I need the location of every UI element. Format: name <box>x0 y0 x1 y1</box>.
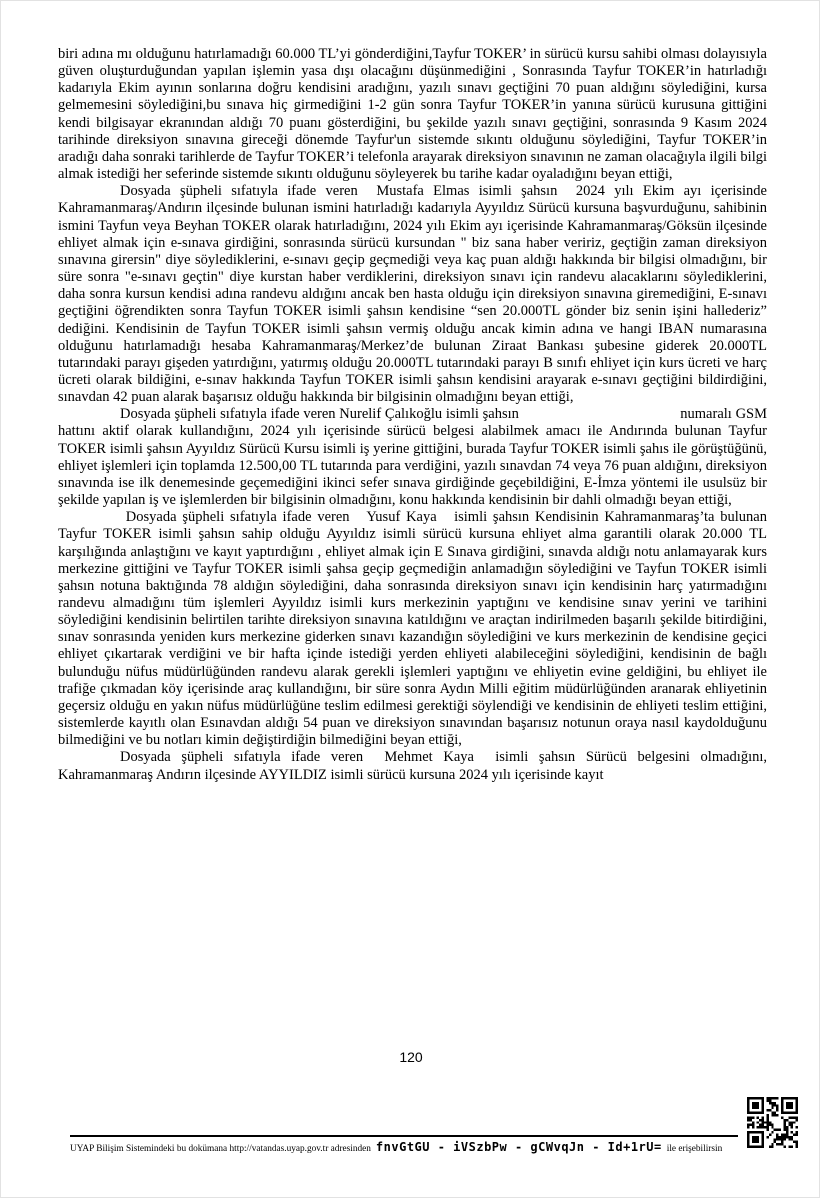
paragraph-mehmet-kaya-statement: Dosyada şüpheli sıfatıyla ifade veren Mehmet Kaya isimli şahsın Sürücü belgesini olmadığını, Kahramanmaraş Andırın ilçesinde AYYILDIZ isimli sürücü kursuna 2024 yılı içerisinde kayıt <box>58 749 767 783</box>
paragraph-continuation: biri adına mı olduğunu hatırlamadığı 60.000 TL’yi gönderdiğini,Tayfur TOKER’ in sürücü kursu sahibi olması dolayısıyla güven oluşturduğundan yapılan işlemin yasa dışı olacağını düşünmediğini , Sonrasında Tayfur TOKER’in hatırladığı kadarıyla Ekim ayının sonlarına doğru kendisini aradığını, yazılı sınavı geçtiğini 70 puan aldığını söylediğini, kursa gelmemesini söylediğini,bu sınava hiç girmediğini 1-2 gün sonra Tayfur TOKER’in yanına sürücü kurusuna gittiğini kendi bilgisayar ekranından aldığı 70 puanı gösterdiğini, bu şekilde yazılı sınavı geçtiğini, sonrasında 9 Kasım 2024 tarihinde direksiyon sınavına gireceği dönemde Tayfur'un sistemde sıkıntı olduğunu söylediğini, Tayfur TOKER’in aradığı daha sonraki tarihlerde de Tayfur TOKER’i telefonla arayarak direksiyon sınavının ne zaman olacağıyla ilgili bilgi almak istediği her seferinde sistemde sıkıntı olduğunu söyleyerek bu tarihe kadar oyaladığını beyan ettiği, <box>58 46 767 183</box>
paragraph-mustafa-elmas-statement: Dosyada şüpheli sıfatıyla ifade veren Mustafa Elmas isimli şahsın 2024 yılı Ekim ayı içerisinde Kahramanmaraş/Andırın ilçesinde bulunan ismini hatırladığı kadarıyla Ayyıldız Sürücü kursuna başvurduğunu, sahibinin ismini Tayfun veya Beyhan TOKER olarak hatırladığını, 2024 yılı Ekim ayı içerisinde Kahramanmaraş/Göksün ilçesinde ehliyet almak için e-sınava girdiğini, sonrasında sürücü kursundan " biz sana haber veririz, geçtiğin zaman direksiyon sınavına girersin" diye söylediklerini, e-sınavı geçip geçmediği veya kaç puan aldığı hakkında bir bilgisi olmadığını, bir süre sonra "e-sınavı geçtin" diye kurstan haber verdiklerini, direksiyon sınavı için randevu alacaklarını söylediklerini, daha sonra kursun kendisi adına randevu aldığını ancak ben hasta olduğu için direksiyon sınavına giremediğini, E-sınavı geçtiğini öğrendikten sonra Tayfun TOKER isimli şahsın kendisine “sen 20.000TL gönder biz senin işini hallederiz” dediğini. Kendisinin de Tayfun TOKER isimli şahsın vermiş olduğu ancak kimin adına ve hangi IBAN numarasına olduğunu hatırlamadığı hesaba Kahramanmaraş/Merkez’de bulunan Ziraat Bankası şubesine giderek 20.000TL tutarındaki parayı gişeden yatırdığını, yatırmış olduğu 20.000TL tutarındaki parayı B sınıfı ehliyet için kurs ücreti ve harç ücreti olarak bildiğini, e-sınav hakkında Tayfun TOKER isimli şahsın kendisini arayarak e-sınavı geçtiğini bildirdiğini, sınavdan 42 puan alarak başarısız olduğu hakkında bir bilgisinin olmadığını beyan ettiği, <box>58 183 767 406</box>
footer-divider <box>70 1135 738 1137</box>
footer-access-prefix: UYAP Bilişim Sistemindeki bu dokümana http://vatandas.uyap.gov.tr adresinden <box>70 1144 371 1154</box>
page-number: 120 <box>399 1049 423 1065</box>
footer-access-line <box>70 1140 760 1154</box>
paragraph-yusuf-kaya-statement: Dosyada şüpheli sıfatıyla ifade veren Yusuf Kaya isimli şahsın Kendisinin Kahramanmaraş’ta bulunan Tayfur TOKER isimli şahsın sahip olduğu Ayyıldız isimli sürücü kursuna ehliyet alma garantili olarak 20.000 TL karşılığında anlaştığını ve kayıt yaptırdığını , ehliyet almak için E Sınava girdiğini, sınavda aldığı notu anlamayarak kurs merkezine gittiğini ve Tayfur TOKER isimli şahsa geçip geçmediğin anlamadığın söylediğini ve Tayfun TOKER isimli şahsın notuna baktığında 78 aldığın söylediğini, daha sonrasında direksiyon sınavı için kendisinin harç yatırmadığını randevu almadığını tüm işlemleri Ayyıldız isimli kurs merkezinin yaptığını ve kendisine sınav yerini ve tarihini söylediğini kendisinin belirtilen tarihte direksiyon sınavına katıldığını ve araçtan indirilmeden başarılı şekilde bitirdiğini, sınav sonrasında yeniden kurs merkezine giderken sınavı kazandığın söylediğini ve kurs merkezinin de kendisine geçici ehliyet çıkartarak verdiğini ve bir hafta içinde istediği yerden ehliyeti alabileceğini söylediğini, kendisinin de bağlı bulunduğu nüfus müdürlüğünden randevu alarak gerekli işlemleri yaptığını ve ehliyetin evine geldiğini, bu ehliyet ile trafiğe çıkmadan köy içerisinde araç kullandığını, bir süre sonra Aydın Milli eğitim müdürlüğünden aranarak ehliyetinin geçersiz olduğu en yakın nüfus müdürlüğüne teslim edilmesi gerektiği söylendiği ve kendisinin de ehliyeti teslim ettiğini, sistemlerde kayıtlı olan Esınavdan aldığı 54 puan ve direksiyon sınavından başarısız notunun oraya nasıl kaydolduğunu bilmediğini ve bu notları kimin değiştirdiğin bilmediğini beyan ettiği, <box>58 509 767 749</box>
paragraph-nurelif-calikoglu-statement: Dosyada şüpheli sıfatıyla ifade veren Nurelif Çalıkoğlu isimli şahsın numaralı GSM hattını aktif olarak kullandığını, 2024 yılı içerisinde sürücü belgesi alabilmek amacı ile Andırında bulunan Tayfur TOKER isimli şahsın Ayyıldız Sürücü Kursu isimli iş yerine gittiğini, burada Tayfur TOKER isimli şahıs ile görüştüğünü, ehliyet işlemleri için toplamda 12.500,00 TL tutarında para verdiğini, yazılı sınavdan 74 veya 76 puan aldığını, direksiyon sınavında ise ilk denemesinde geçemediğini ikinci sefer sınava girdiğinde geçebildiğini, E-İmza yöntemi ile usulsüz bir şekilde yapılan iş ve işlemlerden bir bilgisinin olmadığını, konu hakkında kendisinin bir dahli olmadığı beyan ettiği, <box>58 406 767 509</box>
qr-code <box>747 1097 798 1148</box>
footer-access-suffix: ile erişebilirsin <box>666 1144 723 1154</box>
document-text-block <box>58 46 767 784</box>
footer-access-code: fnvGtGU - iVSzbPw - gCWvqJn - Id+1rU= <box>375 1140 662 1154</box>
